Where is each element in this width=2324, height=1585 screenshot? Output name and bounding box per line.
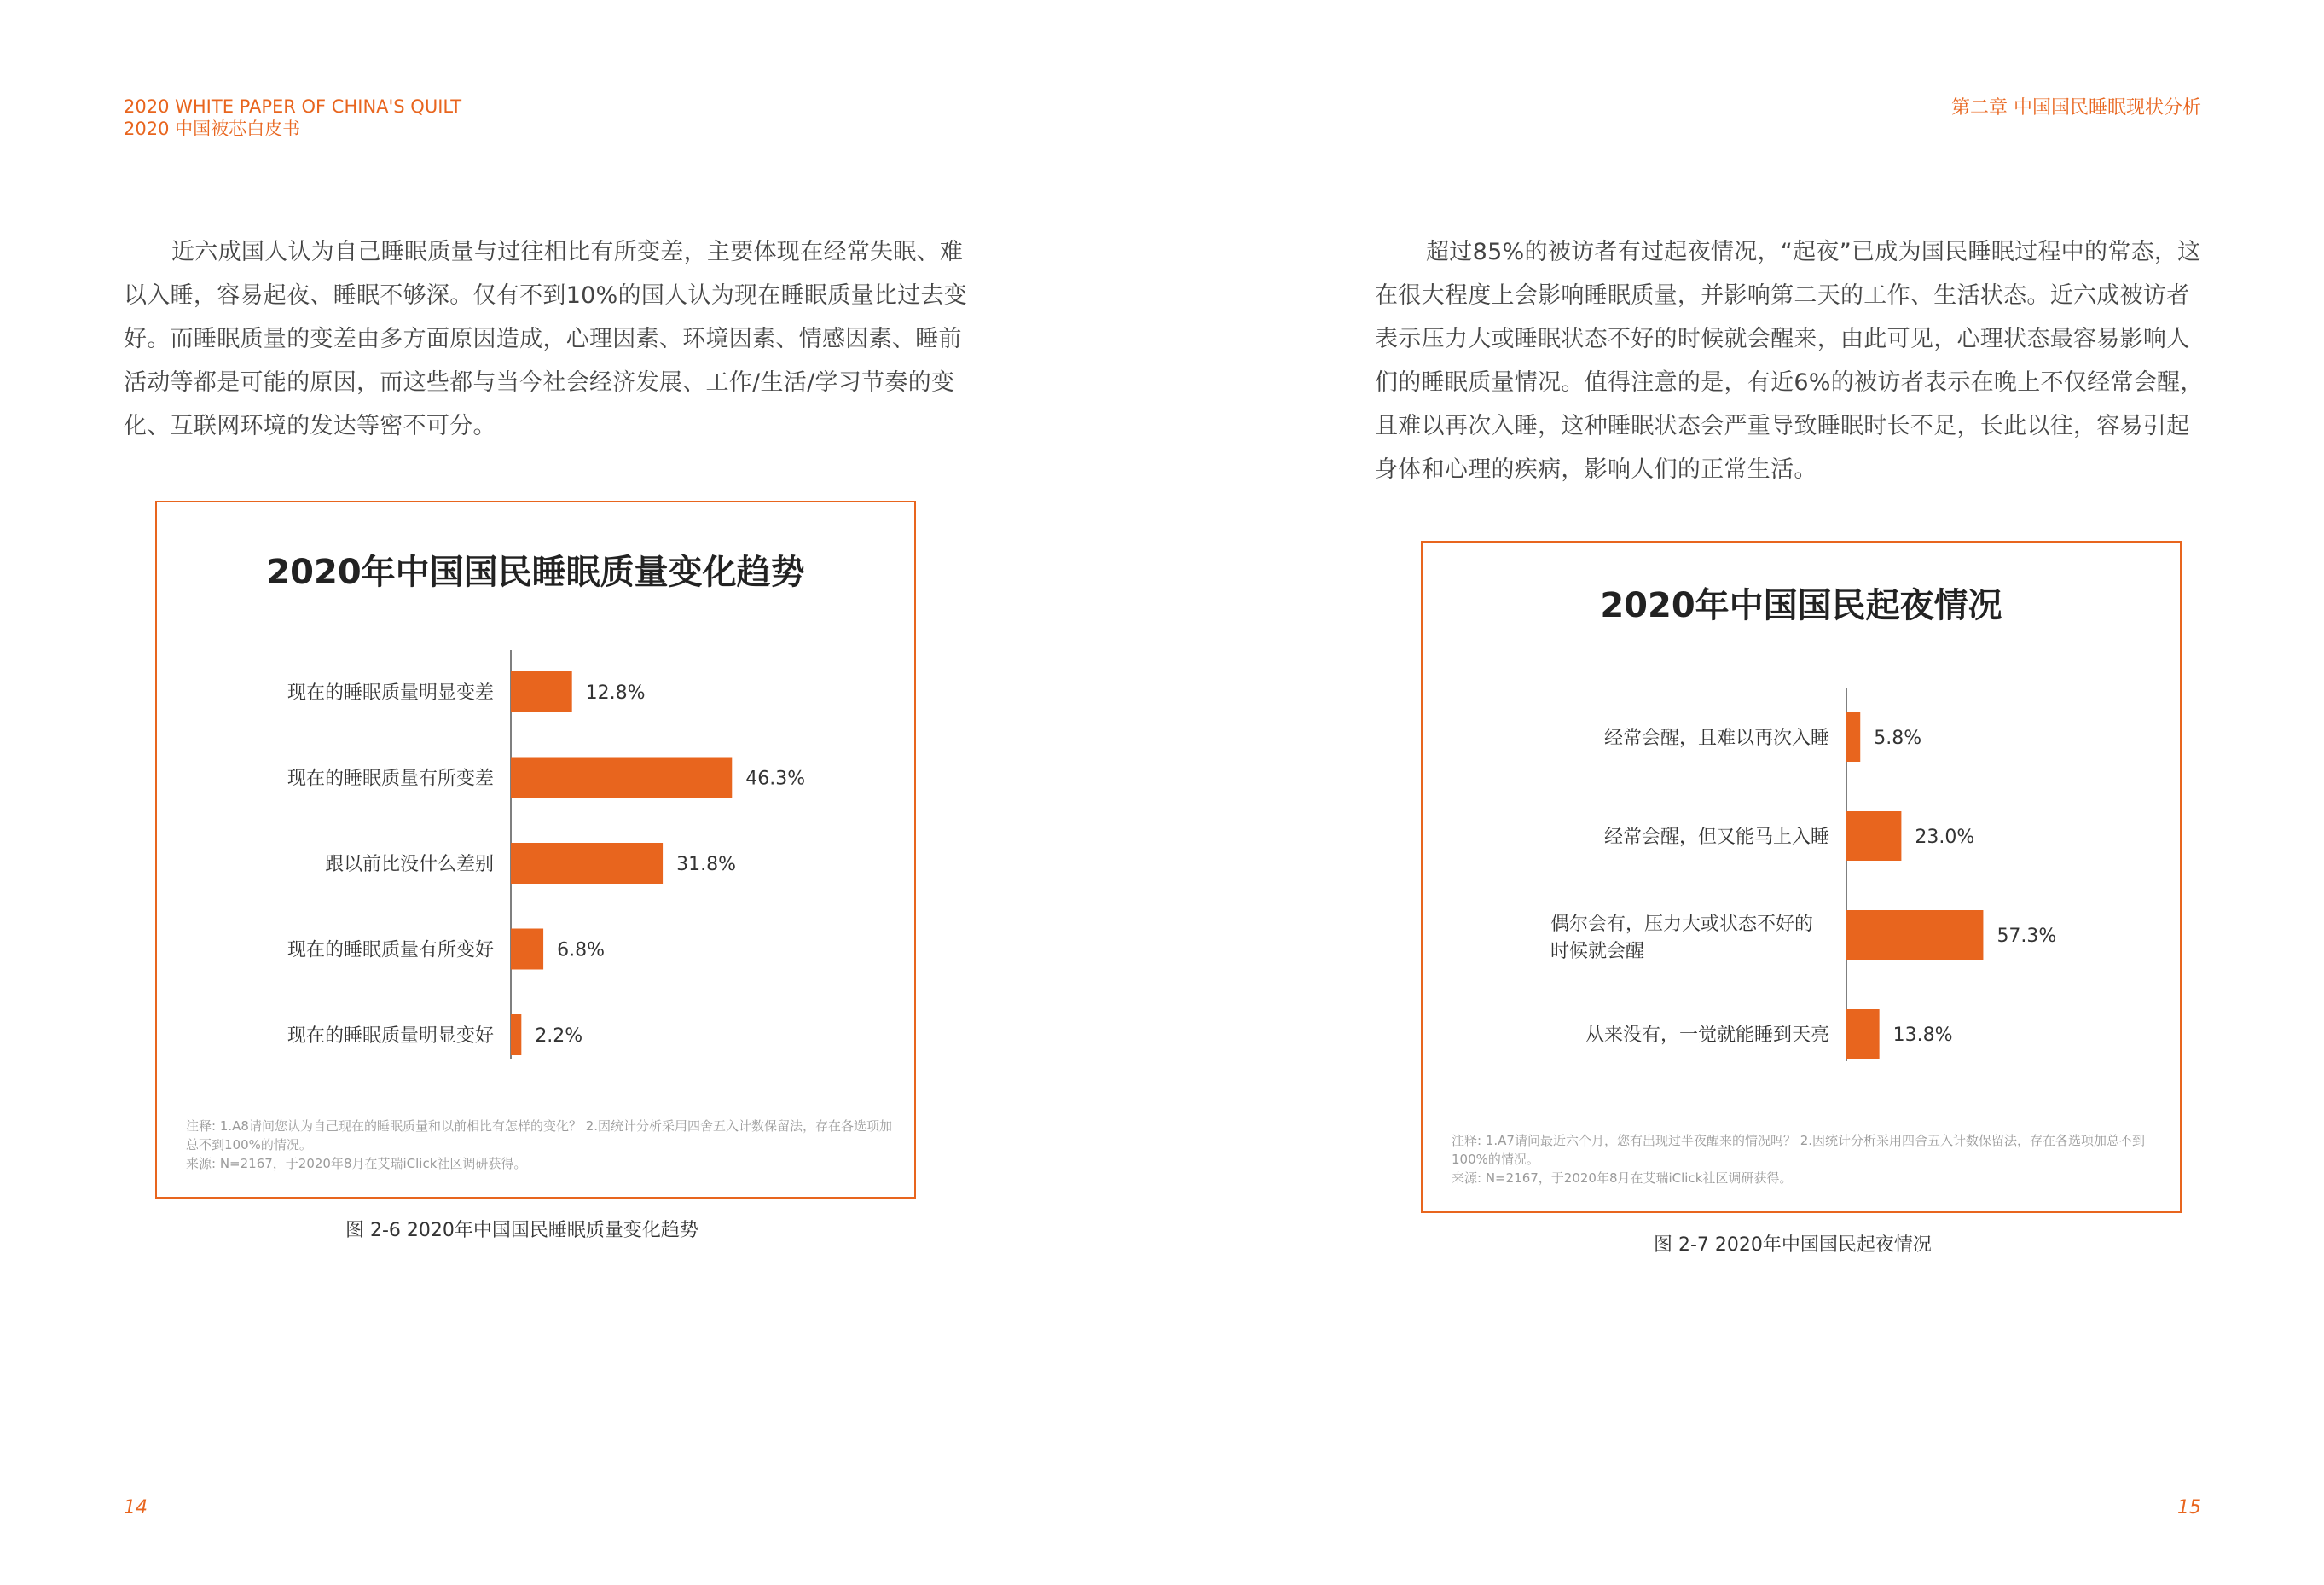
category-label: 现在的睡眠质量明显变好 [287,1025,494,1047]
figure-caption: 图 2-7 2020年中国国民起夜情况 [1654,1234,1932,1256]
data-label: 2.2% [535,1025,583,1047]
source-text: 来源: N=2167，于2020年8月在艾瑞iClick社区调研获得。 [186,1156,527,1171]
chart-note [186,1117,894,1173]
category-label: 从来没有，一觉就能睡到天亮 [1585,1025,1829,1046]
night-waking-bar-chart [1423,543,2183,1215]
category-label: 经常会醒，且难以再次入睡 [1603,728,1829,749]
sleep-quality-bar-chart [157,502,918,1200]
chart-box-sleep-quality [155,501,916,1199]
body-paragraph: 近六成国人认为自己睡眠质量与过往相比有所变差，主要体现在经常失眠、难以入睡，容易起夜、睡眠不够深。仅有不到10%的国人认为现在睡眠质量比过去变好。而睡眠质量的变差由多方面原因造成，心理因素、环境因素、情感因素、睡前活动等都是可能的原因，而这些都与当今社会经济发展、工作/生活/学习节奏的变化、互联网环境的发达等密不可分。 [124,239,968,439]
category-label: 现在的睡眠质量有所变差 [287,768,494,790]
bar [1846,910,1983,960]
body-paragraph: 超过85%的被访者有过起夜情况，“起夜”已成为国民睡眠过程中的常态，这在很大程度上会影响睡眠质量，并影响第二天的工作、生活状态。近六成被访者表示压力大或睡眠状态不好的时候就会醒来，由此可见，心理状态最容易影响人们的睡眠质量情况。值得注意的是，有近6%的被访者表示在晚上不仅经常会醒，且难以再次入睡，这种睡眠状态会严重导致睡眠时长不足，长此以往，容易引起身体和心理的疾病，影响人们的正常生活。 [1375,239,2204,483]
running-header-right: 第二章 中国国民睡眠现状分析 [1951,97,2201,119]
header-title-en: 2020 WHITE PAPER OF CHINA'S QUILT [124,96,462,117]
category-label: 经常会醒，但又能马上入睡 [1603,827,1829,848]
note-text: 注释: 1.A8请问您认为自己现在的睡眠质量和以前相比有怎样的变化？ 2.因统计分析采用四舍五入计数保留法，存在各选项加总不到100%的情况。 [186,1118,893,1152]
data-label: 23.0% [1915,827,1975,848]
header-title-cn: 2020 中国被芯白皮书 [124,119,301,139]
bar [511,1014,521,1055]
figure-caption: 图 2-6 2020年中国国民睡眠质量变化趋势 [345,1220,698,1241]
page-number: 14 [124,1497,148,1518]
data-label: 46.3% [745,768,806,790]
bar [511,843,663,884]
bar [511,671,572,712]
bar [1846,1009,1880,1059]
category-label: 时候就会醒 [1550,941,1645,962]
category-label: 偶尔会有，压力大或状态不好的 [1550,914,1814,935]
category-label: 跟以前比没什么差别 [324,854,494,875]
note-text: 注释: 1.A7请问最近六个月，您有出现过半夜醒来的情况吗？ 2.因统计分析采用四舍五入计数保留法，存在各选项加总不到100%的情况。 [1452,1133,2146,1167]
data-label: 12.8% [585,682,646,704]
data-label: 31.8% [676,854,736,875]
right-page [1162,0,2323,1585]
chart-title: 2020年中国国民起夜情况 [1600,586,2002,625]
chart-box-night-waking [1421,541,2182,1213]
data-label: 5.8% [1874,728,1922,749]
bar [1846,811,1901,861]
page-number: 15 [2177,1497,2201,1518]
bar [511,758,732,798]
category-label: 现在的睡眠质量有所变好 [287,939,494,961]
data-label: 13.8% [1892,1025,1953,1046]
bar [1846,712,1860,762]
running-header-left [124,96,461,140]
data-label: 6.8% [557,939,605,961]
data-label: 57.3% [1997,926,2057,947]
chart-note [1452,1131,2159,1187]
bar [511,929,543,970]
chart-title: 2020年中国国民睡眠质量变化趋势 [266,553,805,592]
category-label: 现在的睡眠质量明显变差 [287,682,494,704]
source-text: 来源: N=2167，于2020年8月在艾瑞iClick社区调研获得。 [1452,1170,1793,1186]
